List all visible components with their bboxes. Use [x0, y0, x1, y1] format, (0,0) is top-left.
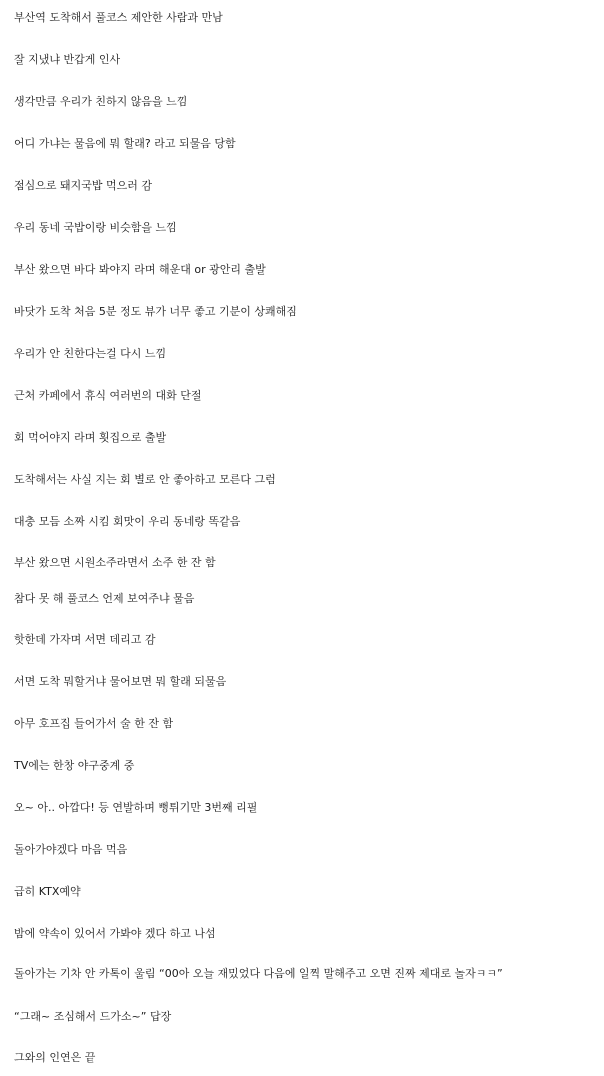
text-line: 밤에 약속이 있어서 가봐야 겠다 하고 나섬	[14, 927, 216, 940]
text-line: 회 먹어야지 라며 횟집으로 출발	[14, 431, 167, 444]
text-line: 그와의 인연은 끝	[14, 1051, 96, 1064]
text-line: 부산 왔으면 바다 봐야지 라며 해운대 or 광안리 출발	[14, 263, 266, 276]
text-line: TV에는 한창 야구중계 중	[14, 759, 135, 772]
text-line: 생각만큼 우리가 친하지 않음을 느낌	[14, 95, 188, 108]
text-line: 대충 모듬 소짜 시킴 회맛이 우리 동네랑 똑같음	[14, 515, 241, 528]
text-line: 참다 못 해 풀코스 언제 보여주냐 물음	[14, 592, 195, 605]
text-line: 급히 KTX예약	[14, 885, 81, 898]
text-line: 잘 지냈냐 반갑게 인사	[14, 53, 121, 66]
text-line: 우리 동네 국밥이랑 비슷함을 느낌	[14, 221, 177, 234]
text-line: 오~ 아.. 아깝다! 등 연발하며 뻥튀기만 3번째 리필	[14, 801, 258, 814]
text-line: 근처 카페에서 휴식 여러번의 대화 단절	[14, 389, 202, 402]
text-line: 도착해서는 사실 지는 회 별로 안 좋아하고 모른다 그럼	[14, 473, 276, 486]
text-line: 우리가 안 친한다는걸 다시 느낌	[14, 347, 167, 360]
text-line: “그래~ 조심해서 드가소~” 답장	[14, 1010, 172, 1023]
text-line: 점심으로 돼지국밥 먹으러 감	[14, 179, 153, 192]
text-line: 부산역 도착해서 풀코스 제안한 사람과 만남	[14, 11, 223, 24]
text-line: 돌아가야겠다 마음 먹음	[14, 843, 128, 856]
text-line: 아무 호프집 들어가서 술 한 잔 함	[14, 717, 174, 730]
text-line: 핫한데 가자며 서면 데리고 감	[14, 633, 156, 646]
text-line: 바닷가 도착 처음 5분 정도 뷰가 너무 좋고 기분이 상쾌해짐	[14, 305, 297, 318]
text-line: 서면 도착 뭐할거냐 물어보면 뭐 할래 되물음	[14, 675, 227, 688]
text-line: 어디 가냐는 물음에 뭐 할래? 라고 되물음 당함	[14, 137, 236, 150]
text-line: 돌아가는 기차 안 카톡이 울림 “00아 오늘 재밌었다 다음에 일찍 말해주고 오면 진짜 제대로 놀자ㅋㅋ”	[14, 967, 503, 980]
text-line: 부산 왔으면 시원소주라면서 소주 한 잔 함	[14, 556, 216, 569]
